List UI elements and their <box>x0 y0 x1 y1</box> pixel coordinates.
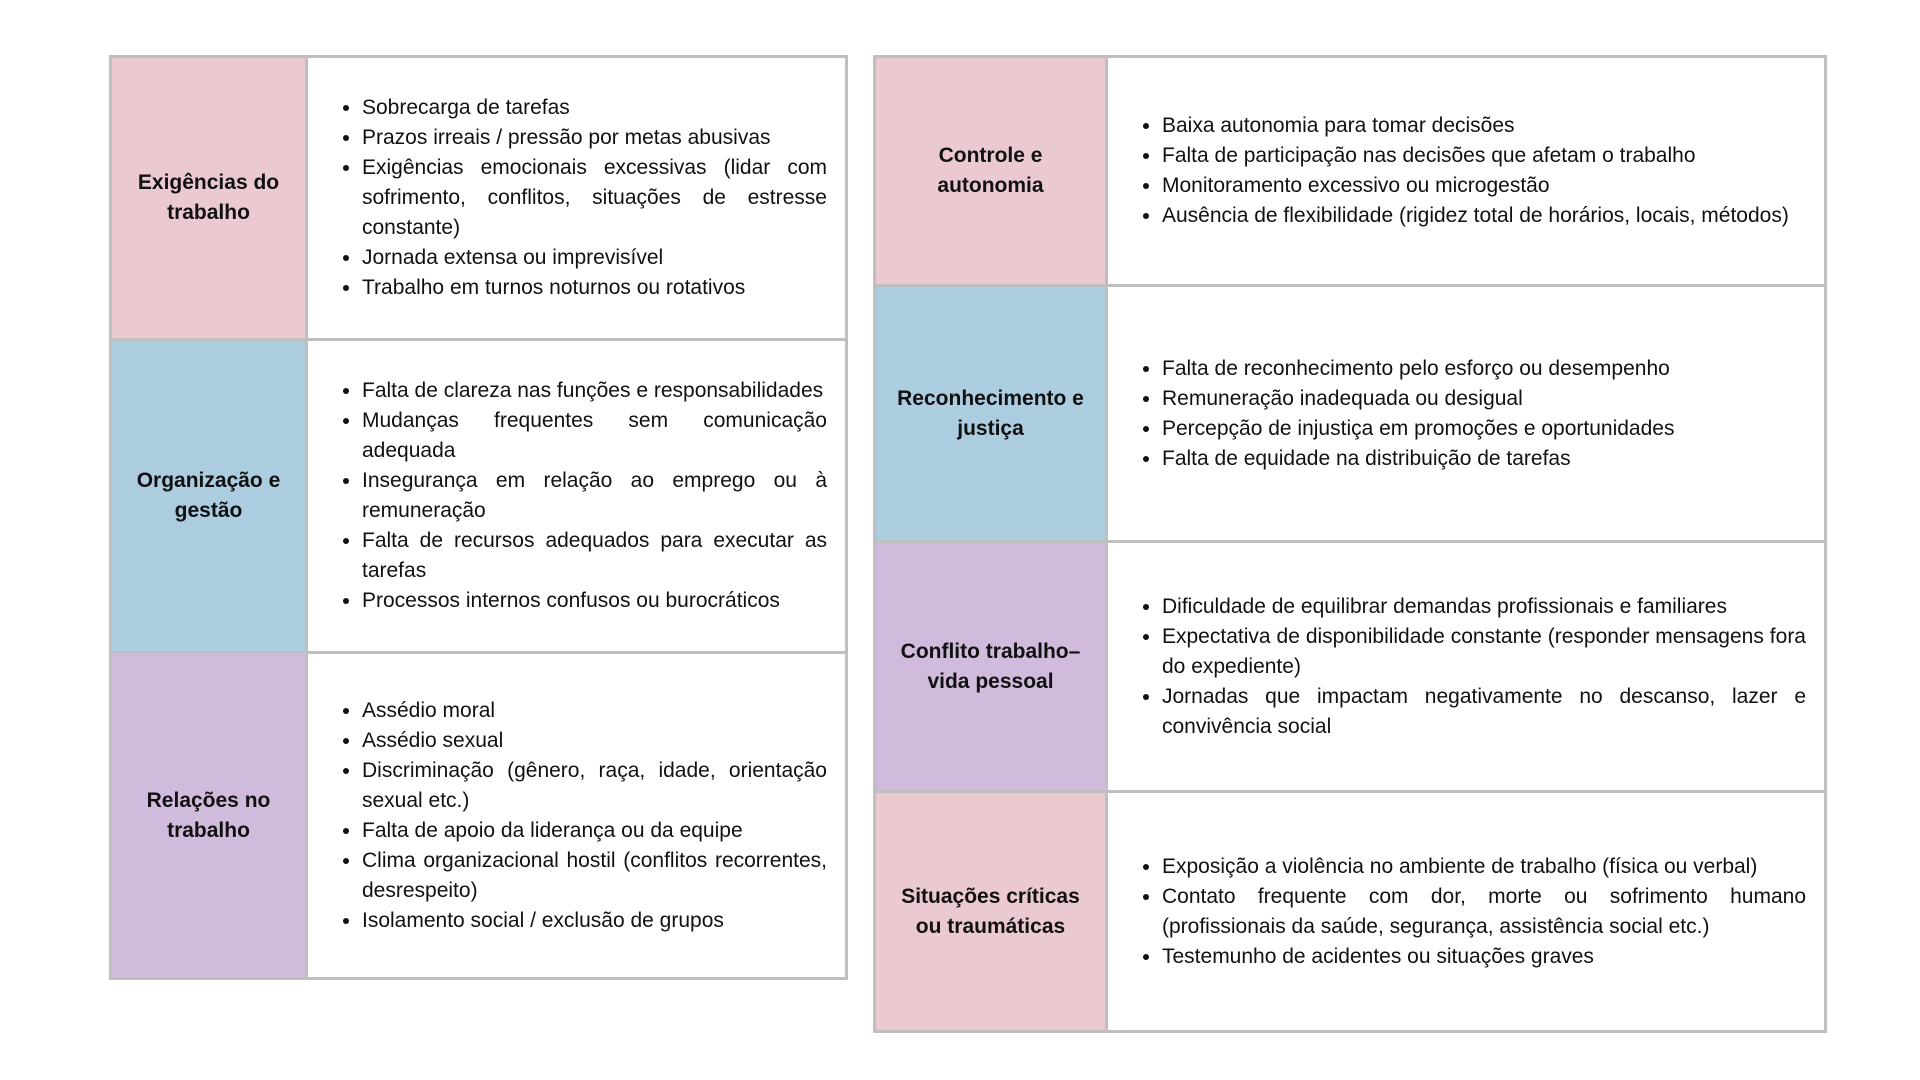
list-item: • Falta de reconhecimento pelo esforço ou desempenho <box>1162 354 1674 384</box>
category-cell: Situações críticas ou traumáticas <box>876 793 1108 1030</box>
list-item: • Sobrecarga de tarefas <box>362 93 827 123</box>
table-row-relacoes <box>112 654 845 977</box>
items-cell <box>308 341 845 651</box>
risk-table-left <box>109 55 848 980</box>
list-item: • Assédio sexual <box>362 726 827 756</box>
list-item: • Discriminação (gênero, raça, idade, orientação sexual etc.) <box>362 756 827 816</box>
list-item: • Prazos irreais / pressão por metas abusivas <box>362 123 827 153</box>
category-cell: Conflito trabalho–vida pessoal <box>876 543 1108 790</box>
item-list <box>1128 852 1806 972</box>
list-item: • Mudanças frequentes sem comunicação adequada <box>362 406 827 466</box>
list-item: • Falta de apoio da liderança ou da equipe <box>362 816 827 846</box>
category-cell: Organização e gestão <box>112 341 308 651</box>
item-list <box>1128 354 1674 474</box>
list-item: • Trabalho em turnos noturnos ou rotativos <box>362 273 827 303</box>
risk-table-right <box>873 55 1827 1033</box>
list-item: • Isolamento social / exclusão de grupos <box>362 906 827 936</box>
category-cell: Controle e autonomia <box>876 58 1108 284</box>
list-item: • Expectativa de disponibilidade constante (responder mensagens fora do expediente) <box>1162 622 1806 682</box>
list-item: • Falta de clareza nas funções e responsabilidades <box>362 376 827 406</box>
table-row-organizacao <box>112 341 845 654</box>
items-cell <box>308 58 845 338</box>
table-row-situacoes <box>876 793 1824 1030</box>
list-item: • Exposição a violência no ambiente de trabalho (física ou verbal) <box>1162 852 1806 882</box>
list-item: • Baixa autonomia para tomar decisões <box>1162 111 1789 141</box>
list-item: • Jornadas que impactam negativamente no descanso, lazer e convivência social <box>1162 682 1806 742</box>
table-row-controle <box>876 58 1824 287</box>
list-item: • Remuneração inadequada ou desigual <box>1162 384 1674 414</box>
category-cell: Exigências do trabalho <box>112 58 308 338</box>
item-list <box>328 376 827 616</box>
item-list <box>1128 111 1789 231</box>
items-cell <box>1108 58 1824 284</box>
list-item: • Falta de recursos adequados para executar as tarefas <box>362 526 827 586</box>
list-item: • Jornada extensa ou imprevisível <box>362 243 827 273</box>
list-item: • Exigências emocionais excessivas (lidar com sofrimento, conflitos, situações de estresse constante) <box>362 153 827 243</box>
list-item: • Insegurança em relação ao emprego ou à remuneração <box>362 466 827 526</box>
list-item: • Falta de equidade na distribuição de tarefas <box>1162 444 1674 474</box>
list-item: • Percepção de injustiça em promoções e oportunidades <box>1162 414 1674 444</box>
items-cell <box>1108 543 1824 790</box>
list-item: • Falta de participação nas decisões que afetam o trabalho <box>1162 141 1789 171</box>
table-row-reconhecimento <box>876 287 1824 543</box>
category-cell: Reconhecimento e justiça <box>876 287 1108 540</box>
list-item: • Processos internos confusos ou burocráticos <box>362 586 827 616</box>
item-list <box>328 93 827 303</box>
items-cell <box>308 654 845 977</box>
item-list <box>328 696 827 936</box>
category-cell: Relações no trabalho <box>112 654 308 977</box>
list-item: • Contato frequente com dor, morte ou sofrimento humano (profissionais da saúde, segurança, assistência social etc.) <box>1162 882 1806 942</box>
list-item: • Clima organizacional hostil (conflitos recorrentes, desrespeito) <box>362 846 827 906</box>
list-item: • Assédio moral <box>362 696 827 726</box>
items-cell <box>1108 287 1824 540</box>
items-cell <box>1108 793 1824 1030</box>
list-item: • Testemunho de acidentes ou situações graves <box>1162 942 1806 972</box>
table-row-exigencias <box>112 58 845 341</box>
list-item: • Monitoramento excessivo ou microgestão <box>1162 171 1789 201</box>
list-item: • Dificuldade de equilibrar demandas profissionais e familiares <box>1162 592 1806 622</box>
table-row-conflito <box>876 543 1824 793</box>
item-list <box>1128 592 1806 742</box>
list-item: • Ausência de flexibilidade (rigidez total de horários, locais, métodos) <box>1162 201 1789 231</box>
